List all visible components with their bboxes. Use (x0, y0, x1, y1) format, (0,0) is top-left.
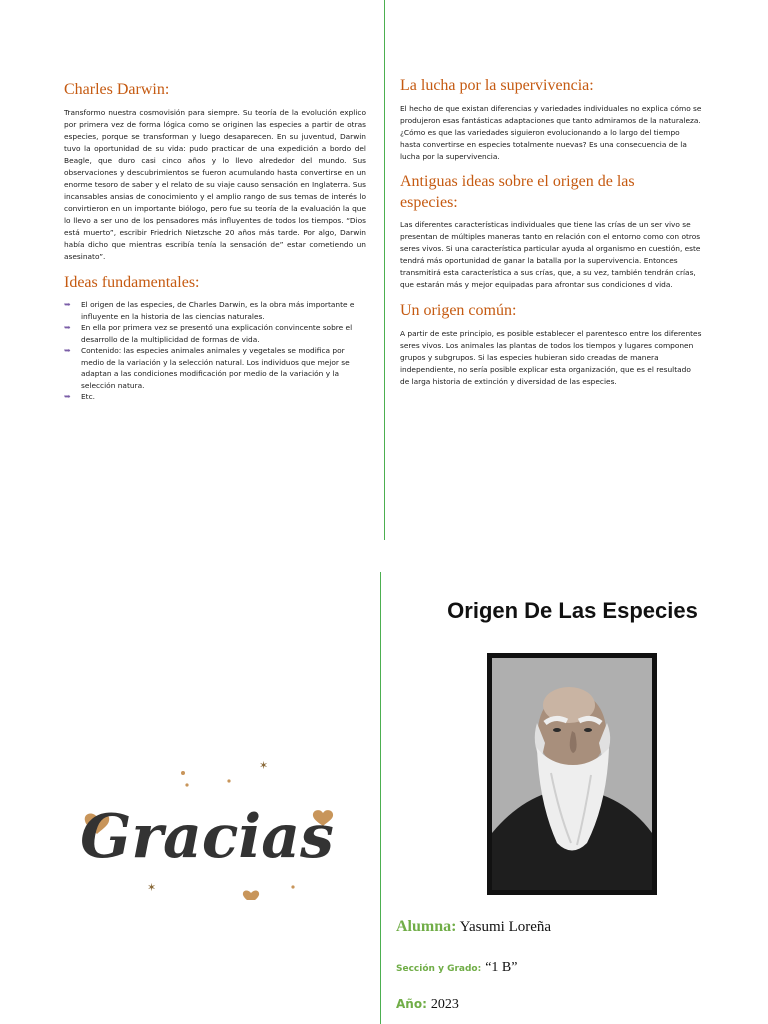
arrow-bullet-icon: ➥ (64, 300, 71, 310)
dot-icon (181, 771, 185, 775)
darwin-portrait (487, 653, 657, 895)
list-item: ➥ En ella por primera vez se presentó una explicación convincente sobre el desarrollo de la multiplicidad de formas de vida. (64, 323, 353, 344)
dot-icon (291, 885, 294, 888)
cover-title: Origen De Las Especies (447, 598, 698, 623)
seccion-label: Sección y Grado: (396, 964, 482, 974)
origen-body: A partir de este principio, es posible establecer el parentesco entre los diferentes seres vivos. Los animales las plantas de todos los tiempos y lugares componen grupos y subgrupos. Si las especies hubieran sido creadas de manera independiente, no sería posible explicar esta organización, que es el resultado de larga historia de extinción y diversidad de las especies. (400, 329, 702, 386)
lucha-heading: La lucha por la supervivencia: (400, 77, 594, 94)
arrow-bullet-icon: ➥ (64, 346, 71, 356)
anio-line (396, 995, 459, 1013)
anio-value: 2023 (430, 997, 459, 1012)
dot-icon (185, 783, 188, 786)
list-item: ➥ El origen de las especies, de Charles Darwin, es la obra más importante e influyente en la historia de las ciencias naturales. (64, 300, 355, 321)
seccion-value: “1 B” (485, 960, 518, 975)
anio-label: Año: (396, 997, 427, 1011)
heart-icon (243, 891, 259, 900)
antiguas-body: Las diferentes características individuales que tiene las crías de un ser vivo se presentan de múltiples maneras tanto en relación con el entorno como con otros seres vivos. Si una característica particular ayuda al organismo en cuestión, este tendrá más oportunidad de ganar la batalla por la supervivencia. Entonces transmitirá esta característica a sus crías, que, a su vez, también tendrán crías, que estarán más y mejor equipadas para afrontar sus condiciones d vida. (400, 220, 701, 290)
dot-icon (227, 779, 230, 782)
gracias-logo (75, 745, 340, 900)
star-icon: ✶ (259, 759, 269, 772)
ideas-heading: Ideas fundamentales: (64, 273, 200, 291)
bottom-column-divider (380, 572, 381, 1024)
antiguas-heading: Antiguas ideas sobre el origen de las especies: (400, 172, 635, 211)
ideas-list (64, 299, 366, 402)
top-column-divider (384, 0, 385, 540)
alumna-value: Yasumi Loreña (459, 919, 552, 935)
alumna-line (396, 918, 551, 936)
list-item: ➥ Etc. (64, 391, 366, 402)
gracias-logo-text: Gracias (80, 802, 334, 872)
alumna-label: Alumna: (396, 918, 457, 935)
arrow-bullet-icon: ➥ (64, 323, 71, 333)
left-column (64, 80, 366, 403)
darwin-heading: Charles Darwin: (64, 81, 170, 98)
seccion-line (396, 958, 517, 976)
arrow-bullet-icon: ➥ (64, 392, 71, 402)
star-icon: ✶ (147, 881, 157, 894)
list-item: ➥ Contenido: las especies animales animales y vegetales se modifica por medio de la variación y la selección natural. Los individuos que mejor se adaptan a las condiciones modificación por medio de la variación y la selección natura. (64, 346, 350, 390)
right-column (400, 76, 702, 388)
origen-heading: Un origen común: (400, 302, 517, 320)
lucha-body: El hecho de que existan diferencias y variedades individuales no explica cómo se produjeron esas fantásticas adaptaciones que tanto admiramos de la naturaleza. ¿Cómo es que las variedades siguieron evolucionando a lo largo del tiempo hasta convertirse en especies totalmente nuevas? Es una consecuencia de la lucha por la supervivencia. (400, 103, 702, 161)
darwin-body: Transformo nuestra cosmovisión para siempre. Su teoría de la evolución explico por primera vez de forma lógica como se originen las especies a partir de otras especies, porque se transforman y luego desaparecen. En su juventud, Darwin tuvo la oportunidad de su vida: pudo practicar de una expedición a bordo del Beagle, que duro casi cinco años y lo llevo alrededor del mundo. Sus observaciones y descubrimientos se fueron acumulando hasta convertirse en un enorme tesoro de saber y el relato de su viaje causo sensación en Inglaterra. Sus incansables ansias de conocimiento y el amplio rango de sus temas de interés lo convirtieron en un importante biólogo, pero fue su teoría de la evaluación la que lo llevo a ser uno de los pensadores más influyentes de todos los tiempos. “Dios está muerto”, escribir Friedrich Nietzsche 20 años más tarde. Por algo, Darwin había dicho que mientras escribía tenía la sensación de” estar cometiendo un asesinato”. (64, 107, 366, 261)
